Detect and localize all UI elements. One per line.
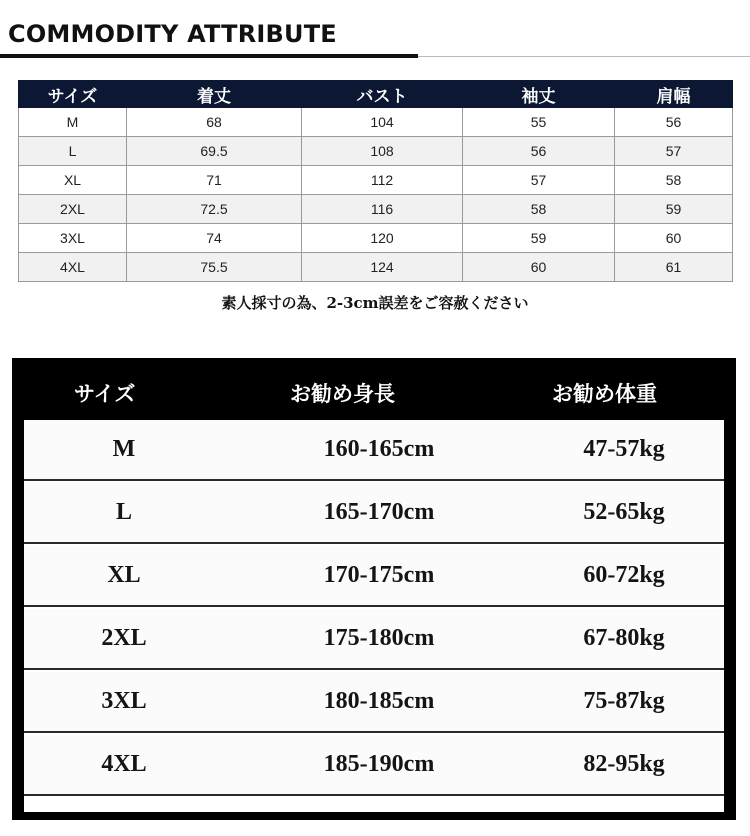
cell-sleeve: 59 xyxy=(463,224,615,253)
header-shoulder: 肩幅 xyxy=(615,81,733,108)
cell-length: 75.5 xyxy=(127,253,302,282)
cell-sleeve: 57 xyxy=(463,166,615,195)
cell-length: 68 xyxy=(127,108,302,137)
cell-weight: 82-95kg xyxy=(583,751,665,777)
table-row xyxy=(24,735,724,796)
cell-shoulder: 58 xyxy=(615,166,733,195)
cell-weight: 60-72kg xyxy=(583,562,665,588)
cell-size: 3XL xyxy=(19,224,127,253)
cell-size: 3XL xyxy=(101,688,147,714)
cell-sleeve: 58 xyxy=(463,195,615,224)
cell-size: M xyxy=(19,108,127,137)
cell-size: 2XL xyxy=(19,195,127,224)
header-bust: バスト xyxy=(302,81,463,108)
cell-length: 74 xyxy=(127,224,302,253)
cell-sleeve: 56 xyxy=(463,137,615,166)
table-row xyxy=(19,137,733,166)
cell-bust: 112 xyxy=(302,166,463,195)
cell-bust: 124 xyxy=(302,253,463,282)
header-weight: お勧め体重 xyxy=(552,381,657,406)
cell-height: 165-170cm xyxy=(323,499,435,525)
cell-shoulder: 57 xyxy=(615,137,733,166)
table-row xyxy=(19,195,733,224)
cell-shoulder: 60 xyxy=(615,224,733,253)
size-chart-table xyxy=(18,80,733,282)
header-sleeve: 袖丈 xyxy=(463,81,615,108)
recommendation-table xyxy=(12,358,736,820)
table-row xyxy=(24,483,724,544)
header-height: お勧め身長 xyxy=(290,381,395,406)
cell-size: M xyxy=(112,436,136,462)
table-row xyxy=(19,224,733,253)
cell-size: 4XL xyxy=(101,751,147,777)
cell-length: 72.5 xyxy=(127,195,302,224)
table-row xyxy=(19,166,733,195)
title-underline xyxy=(0,54,418,58)
cell-shoulder: 61 xyxy=(615,253,733,282)
page-title: COMMODITY ATTRIBUTE xyxy=(8,20,337,48)
table-row xyxy=(24,672,724,733)
cell-weight: 75-87kg xyxy=(583,688,665,714)
cell-weight: 67-80kg xyxy=(583,625,665,651)
measurement-note: 素人採寸の為、2-3cm誤差をご容赦ください xyxy=(221,294,529,312)
cell-size: XL xyxy=(19,166,127,195)
cell-length: 69.5 xyxy=(127,137,302,166)
cell-size: 4XL xyxy=(19,253,127,282)
header-size: サイズ xyxy=(19,81,127,108)
cell-weight: 52-65kg xyxy=(583,499,665,525)
recommendation-body xyxy=(24,420,724,812)
cell-size: XL xyxy=(107,562,141,588)
cell-weight: 47-57kg xyxy=(583,436,665,462)
cell-height: 170-175cm xyxy=(323,562,435,588)
cell-height: 160-165cm xyxy=(323,436,435,462)
cell-shoulder: 56 xyxy=(615,108,733,137)
cell-size: 2XL xyxy=(101,625,147,651)
cell-size: L xyxy=(115,499,132,525)
table-row xyxy=(19,253,733,282)
cell-length: 71 xyxy=(127,166,302,195)
header-length: 着丈 xyxy=(127,81,302,108)
cell-bust: 108 xyxy=(302,137,463,166)
cell-shoulder: 59 xyxy=(615,195,733,224)
size-chart-header-row xyxy=(19,81,733,108)
cell-height: 175-180cm xyxy=(323,625,435,651)
cell-height: 180-185cm xyxy=(323,688,435,714)
cell-height: 185-190cm xyxy=(323,751,435,777)
recommendation-header-row xyxy=(12,358,736,420)
header-size: サイズ xyxy=(74,381,136,406)
table-row xyxy=(24,609,724,670)
table-row xyxy=(24,420,724,481)
cell-bust: 120 xyxy=(302,224,463,253)
cell-bust: 104 xyxy=(302,108,463,137)
table-row xyxy=(24,546,724,607)
cell-sleeve: 60 xyxy=(463,253,615,282)
cell-bust: 116 xyxy=(302,195,463,224)
table-row xyxy=(19,108,733,137)
cell-size: L xyxy=(19,137,127,166)
title-rule xyxy=(418,56,750,57)
cell-sleeve: 55 xyxy=(463,108,615,137)
